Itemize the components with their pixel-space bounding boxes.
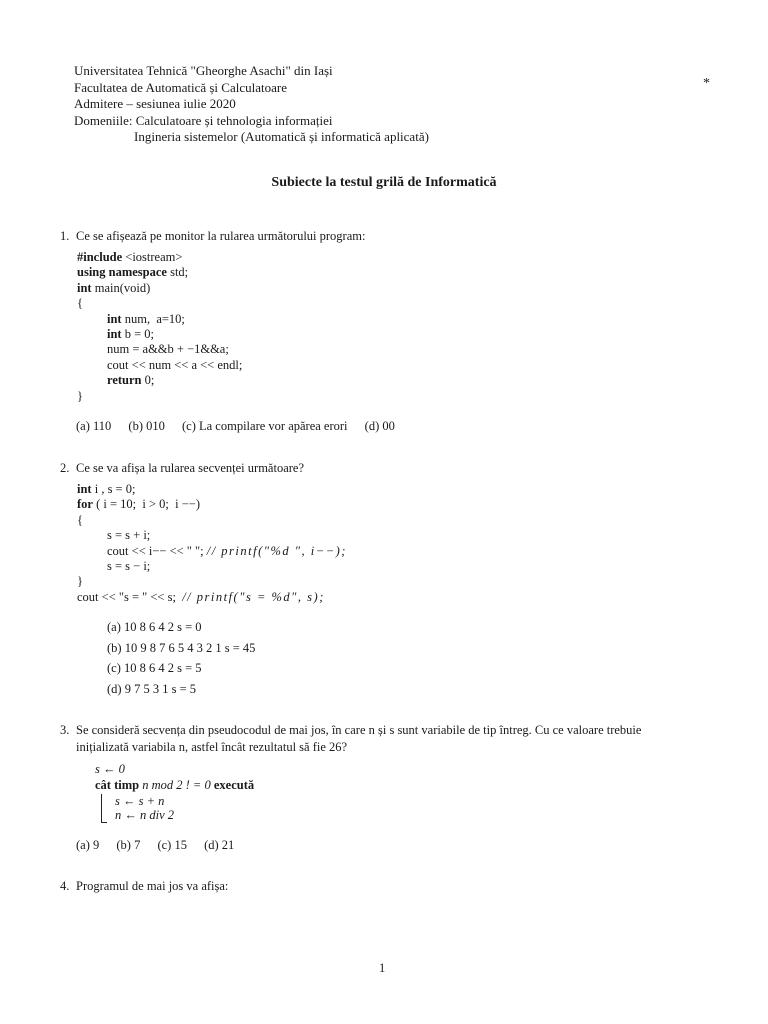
q2-code-keyword: int — [77, 482, 92, 496]
question-1-options — [76, 419, 409, 434]
header-faculty: Facultatea de Automatică și Calculatoare — [74, 79, 287, 95]
q2-option-a: (a) 10 8 6 4 2 s = 0 — [107, 620, 202, 634]
question-3-options — [76, 838, 248, 853]
pseudo-execute-keyword: execută — [213, 778, 255, 792]
q2-code-text: } — [77, 574, 83, 589]
q2-code-comment: // printf("%d ", i−−); — [206, 543, 347, 558]
q1-code-text: num, a=10; — [121, 311, 185, 326]
q3-option-c: (c) 15 — [157, 838, 187, 852]
q1-code-line — [77, 265, 242, 280]
q1-option-d: (d) 00 — [364, 419, 395, 433]
q1-code-text: } — [77, 388, 83, 403]
pseudo-while-condition: n mod 2 ! = 0 — [139, 778, 214, 792]
q2-code-line — [77, 528, 347, 543]
pseudo-body-2: n ← n div 2 — [115, 808, 175, 822]
q1-code-keyword: int — [107, 311, 122, 326]
q2-code-line — [77, 590, 347, 605]
q2-option-d: (d) 9 7 5 3 1 s = 5 — [107, 681, 196, 696]
pseudo-loop-bracket — [101, 794, 107, 823]
question-4-text: Programul de mai jos va afișa: — [76, 879, 229, 893]
header-domain-2: Ingineria sistemelor (Automatică și informatică aplicată) — [134, 129, 429, 144]
question-1-code — [77, 250, 242, 404]
q2-code-comment: // printf("s = %d", s); — [182, 589, 325, 604]
q1-code-keyword: return — [107, 373, 142, 388]
q1-option-c: (c) La compilare vor apărea erori — [182, 419, 348, 433]
q2-code-text: ( i = 10; i > 0; i −−) — [92, 497, 200, 512]
question-2-code — [77, 482, 347, 605]
question-2-text: Ce se va afișa la rularea secvenței următoare? — [76, 461, 304, 475]
q1-code-keyword: #include — [77, 250, 123, 264]
q3-option-d: (d) 21 — [204, 838, 235, 852]
pseudo-while — [95, 778, 254, 793]
q2-code-text: i , s = 0; — [91, 482, 136, 496]
q1-code-text: 0; — [141, 373, 155, 388]
q2-code-line — [77, 497, 347, 512]
question-1-text: Ce se afișează pe monitor la rularea următorului program: — [76, 229, 366, 243]
q1-code-keyword: using namespace — [77, 265, 167, 280]
q2-code-keyword: for — [77, 497, 93, 512]
q2-code-text: cout << "s = " << s; — [77, 589, 183, 604]
q1-code-line — [77, 342, 242, 357]
q1-code-line — [77, 312, 242, 327]
q2-option-b: (b) 10 9 8 7 6 5 4 3 2 1 s = 45 — [107, 640, 256, 655]
q1-code-keyword: int — [107, 326, 122, 341]
pseudo-init: s ← 0 — [95, 762, 125, 776]
q2-code-line — [77, 513, 347, 528]
q1-code-line — [77, 281, 242, 296]
q2-code-text: s = s − i; — [107, 558, 151, 573]
question-3-text-line-1: Se consideră secvența din pseudocodul de mai jos, în care n și s sunt variabile de tip întreg. Cu ce valoare trebuie — [76, 723, 642, 737]
page-number: 1 — [379, 961, 386, 975]
q1-code-text: cout << num << a << endl; — [107, 357, 243, 372]
pseudo-body-1: s ← s + n — [115, 794, 165, 808]
q1-option-b: (b) 010 — [128, 419, 165, 433]
q1-code-text: num = a&&b + −1&&a; — [107, 342, 229, 357]
q1-code-line — [77, 327, 242, 342]
question-1-number: 1. — [60, 229, 70, 243]
q1-code-line — [77, 296, 242, 311]
q1-code-text: <iostream> — [122, 250, 183, 264]
q2-code-line — [77, 482, 347, 497]
q1-code-text: { — [77, 296, 83, 311]
header-domains: Domeniile: Calculatoare și tehnologia informației — [74, 112, 333, 128]
q1-code-keyword: int — [77, 280, 92, 295]
q3-option-b: (b) 7 — [116, 838, 141, 852]
page-title: Subiecte la testul grilă de Informatică — [271, 175, 497, 190]
pseudo-while-keyword: cât timp — [95, 778, 140, 792]
q1-code-text: b = 0; — [121, 326, 154, 341]
question-3-text-line-2: inițializată variabila n, astfel încât rezultatul să fie 26? — [76, 739, 348, 754]
q1-option-a: (a) 110 — [76, 419, 112, 433]
header-admission: Admitere – sesiunea iulie 2020 — [74, 96, 236, 111]
question-3-number: 3. — [60, 723, 70, 737]
header-asterisk: * — [703, 76, 710, 91]
question-4-number: 4. — [60, 879, 70, 893]
q2-code-text: s = s + i; — [107, 528, 151, 543]
header-university: Universitatea Tehnică "Gheorghe Asachi" din Iași — [74, 63, 333, 78]
q3-option-a: (a) 9 — [76, 838, 100, 852]
question-2-number: 2. — [60, 461, 70, 475]
q2-code-line — [77, 574, 347, 589]
q1-code-line — [77, 250, 242, 265]
q2-code-text: { — [77, 512, 83, 527]
q2-code-line — [77, 559, 347, 574]
q1-code-line — [77, 358, 242, 373]
q1-code-text: std; — [166, 265, 189, 280]
q2-code-text: cout << i−− << " "; — [107, 543, 207, 558]
q1-code-text: main(void) — [91, 280, 151, 295]
q1-code-line — [77, 373, 242, 388]
q2-option-c: (c) 10 8 6 4 2 s = 5 — [107, 661, 202, 675]
q2-code-line — [77, 544, 347, 559]
q1-code-line — [77, 389, 242, 404]
